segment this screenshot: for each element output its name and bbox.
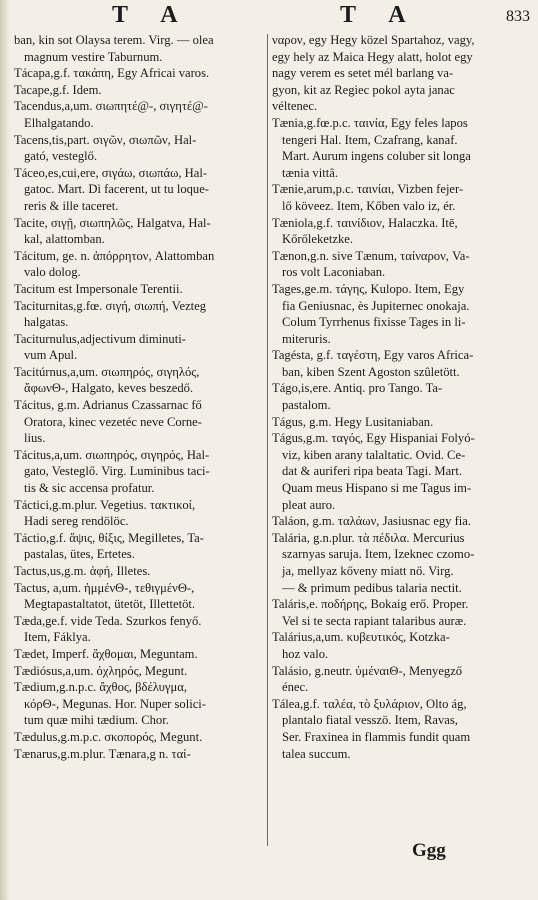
entry-line: Tálea,g.f. ταλέα, τὸ ξυλάριον, Olto ág, <box>272 696 467 711</box>
entry-line: magnum vestire Taburnum. <box>24 49 163 64</box>
entry-line: viz, kiben arany talaltatic. Ovid. Ce- <box>282 447 466 462</box>
left-column <box>14 32 268 762</box>
entry-line: pastalas, ütes, Ertetes. <box>24 547 135 562</box>
entry-line: plantalo fiatal vesszö. Item, Ravas, <box>282 713 458 728</box>
entry-line: Táceo,es,cui,ere, σιγάω, σιωπάω, Hal- <box>14 165 208 180</box>
entry-line: Taciturnitas,g.fœ. σιγή, σιωπή, Vezteg <box>14 298 207 313</box>
entry-line: Tæda,ge.f. vide Teda. Szurkos fenyő. <box>14 613 202 628</box>
entry-line: Tacitum est Impersonale Terentii. <box>14 281 183 296</box>
entry-line: pleat auro. <box>282 497 336 512</box>
entry-line: tengeri Hal. Item, Czafrang, kanaf. <box>282 132 458 147</box>
entry-line: Vel si te secta rapiant talaribus auræ. <box>282 613 467 628</box>
entry-line: Tænie,arum,p.c. ταινίαι, Vizben fejer- <box>272 182 464 197</box>
entry-line: Item, Fáklya. <box>24 630 91 645</box>
entry-line: véltenec. <box>272 99 318 114</box>
entry-line: Tácitum, ge. n. ἀπόρρητον, Alattomban <box>14 248 215 263</box>
entry-line: Tædium,g.n.p.c. ἄχθος, βδέλυγμα, <box>14 680 187 695</box>
entry-line: Tacens,tis,part. σιγῶν, σιωπῶν, Hal- <box>14 132 197 147</box>
entry-line: fia Geniusnac, ès Jupiternec onokaja. <box>282 298 470 313</box>
entry-line: tænia vittâ. <box>282 165 338 180</box>
entry-line: Tænon,g.n. sive Tænum, ταίναρον, Va- <box>272 248 470 263</box>
entry-line: Tactus, a,um. ἡμμένΘ-, τεθιγμένΘ-, <box>14 580 195 595</box>
entry-line: Tacitúrnus,a,um. σιωπηρός, σιγηλός, <box>14 364 200 379</box>
entry-line: gató, vesteglő. <box>24 149 98 164</box>
entry-line: Tágus, g.m. Hegy Lusitaniaban. <box>272 414 434 429</box>
entry-line: gato, Vesteglő. Virg. Luminibus taci- <box>24 464 210 479</box>
column-divider <box>267 34 268 846</box>
entry-line: gatoc. Mart. Dì facerent, ut tu loque- <box>24 182 209 197</box>
entry-line: Tacape,g.f. Idem. <box>14 82 102 97</box>
entry-line: Tácapa,g.f. τακάπη, Egy Africai varos. <box>14 66 210 81</box>
entry-line: énec. <box>282 680 309 695</box>
entry-line: ναρον, egy Hegy közel Spartahoz, vagy, <box>272 33 475 47</box>
entry-line: Talásio, g.neutr. ὑμέναιΘ-, Menyegző <box>272 663 463 678</box>
entry-line: Tæniola,g.f. ταινίδιον, Halaczka. Itē, <box>272 215 458 230</box>
entry-line: dat & auriferi ripa beata Tagi. Mart. <box>282 464 463 479</box>
entry-line: Tædiósus,a,um. ὀχληρός, Megunt. <box>14 663 188 678</box>
entry-line: szarnyas saruja. Item, Izeknec czomo- <box>282 547 475 562</box>
entry-line: Taciturnulus,adjectivum diminuti- <box>14 331 186 346</box>
entry-line: Elhalgatando. <box>24 115 94 130</box>
entry-line: gyon, kit az Regiec pokol ayta janac <box>272 82 455 97</box>
entry-line: Tácitus,a,um. σιωπηρός, σιγηρός, Hal- <box>14 447 210 462</box>
entry-line: — & primum pedibus talaria nectit. <box>282 580 462 595</box>
entry-line: Taláris,e. ποδήρης, Bokaig erő. Proper. <box>272 597 469 612</box>
entry-line: hoz valo. <box>282 646 329 661</box>
entry-line: Hadi sereg rendölöc. <box>24 514 129 529</box>
entry-line: Tænarus,g.m.plur. Tænara,g n. ταί- <box>14 746 191 761</box>
entry-line: κόρΘ-, Megunas. Hor. Nuper solici- <box>24 696 206 711</box>
entry-line: Ser. Fraxinea in flammis fundit quam <box>282 729 471 744</box>
entry-line: ja, mellyaz kőveny miatt nő. Virg. <box>282 564 454 578</box>
entry-line: Tages,ge.m. τάγης, Kulopo. Item, Egy <box>272 281 465 296</box>
entry-line: nagy verem es setet mél barlang va- <box>272 66 454 81</box>
entry-line: ἄφωνΘ-, Halgato, keves beszedő. <box>24 381 194 396</box>
entry-line: Tænia,g.fœ.p.c. ταινία, Egy feles lapos <box>272 115 468 130</box>
entry-line: vum Apul. <box>24 348 78 363</box>
entry-line: Tacite, σιγῇ, σιωπηλῶς, Halgatva, Hal- <box>14 215 211 230</box>
entry-line: Talárius,a,um. κυβευτικός, Kotzka- <box>272 630 450 645</box>
header-right-letters: T A <box>340 2 420 28</box>
entry-line: egy hely az Maica Hegy alatt, holot egy <box>272 49 473 64</box>
running-header <box>0 2 538 32</box>
entry-line: Mart. Aurum ingens coluber sit longa <box>282 149 471 164</box>
entry-line: talea succum. <box>282 746 351 761</box>
entry-line: lius. <box>24 431 46 446</box>
entry-line: lő köveez. Item, Kőben valo iz, ér. <box>282 198 456 213</box>
entry-line: miteruris. <box>282 331 331 346</box>
entry-line: Megtapastaltatot, ütetöt, Illettetöt. <box>24 597 196 612</box>
entry-line: reris & ille taceret. <box>24 198 119 213</box>
catchword: Ggg <box>412 840 446 861</box>
entry-line: Colum Tyrrhenus fixisse Tages in li- <box>282 315 466 330</box>
entry-line: Tædulus,g.m.p.c. σκοπορός, Megunt. <box>14 729 203 744</box>
entry-line: ban, kiben Szent Agoston szûletött. <box>282 364 460 379</box>
entry-line: Kőrőleketzke. <box>282 232 353 247</box>
entry-line: Tagésta, g.f. ταγέστη, Egy varos Africa- <box>272 348 474 363</box>
entry-line: Taláon, g.m. ταλάων, Jasiusnac egy fia. <box>272 514 472 529</box>
binding-gutter <box>0 0 10 900</box>
entry-line: Táctio,g.f. ἅψις, θίξις, Megilletes, Ta- <box>14 530 204 545</box>
entry-line: pastalom. <box>282 398 331 413</box>
page-number: 833 <box>506 8 530 25</box>
right-column <box>272 32 532 762</box>
entry-line: Tacendus,a,um. σιωπητέ@-, σιγητέ@- <box>14 99 208 114</box>
entry-line: Quam meus Hispano si me Tagus im- <box>282 481 472 496</box>
entry-line: ban, kin sot Olaysa terem. Virg. — olea <box>14 33 214 47</box>
entry-line: Oratora, kinec vezetéc neve Corne- <box>24 414 202 429</box>
entry-line: Talária, g.n.plur. τὰ πέδιλα. Mercurius <box>272 530 465 545</box>
entry-line: tis & sic accensa profatur. <box>24 481 155 496</box>
entry-line: halgatas. <box>24 315 69 330</box>
entry-line: Tædet, Imperf. ἄχθομαι, Meguntam. <box>14 646 198 661</box>
entry-line: Tácitus, g.m. Adrianus Czassarnac fő <box>14 398 202 413</box>
entry-line: valo dolog. <box>24 265 81 280</box>
entry-line: Tágus,g.m. ταγός, Egy Hispaniai Folyó- <box>272 431 475 446</box>
entry-line: tum quæ mihi tædium. Chor. <box>24 713 169 728</box>
entry-line: Táctici,g.m.plur. Vegetius. τακτικοί, <box>14 497 196 512</box>
entry-line: Tágo,is,ere. Antiq. pro Tango. Ta- <box>272 381 443 396</box>
header-left-letters: T A <box>112 2 192 28</box>
entry-line: ros volt Laconiaban. <box>282 265 386 280</box>
entry-line: Tactus,us,g.m. ἁφή, Illetes. <box>14 564 151 578</box>
entry-line: kal, alattomban. <box>24 232 105 247</box>
